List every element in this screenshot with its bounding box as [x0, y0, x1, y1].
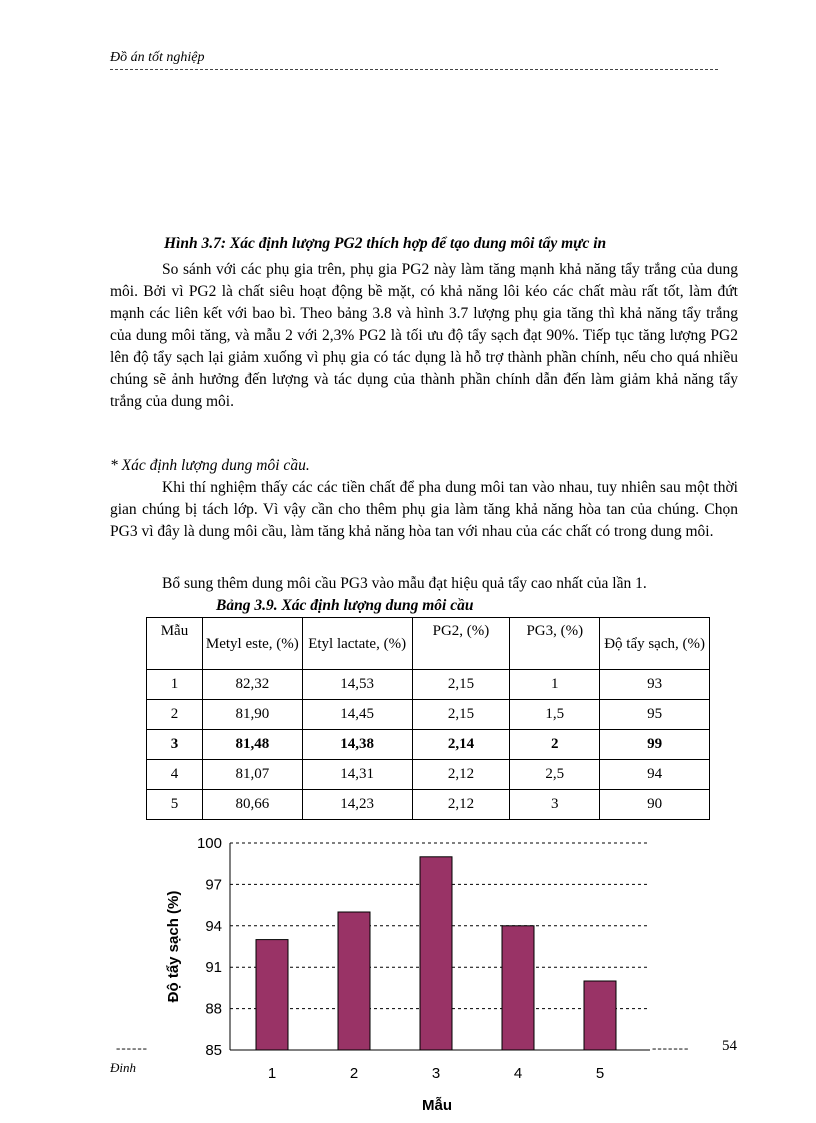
table-cell: 2,15	[412, 670, 510, 700]
table-row	[147, 790, 710, 820]
table-cell: 2,14	[412, 730, 510, 760]
x-tick-label: 2	[349, 1065, 359, 1082]
y-tick-label: 85	[205, 1042, 222, 1059]
table-cell: 81,07	[202, 760, 302, 790]
table-cell: 14,23	[302, 790, 412, 820]
table-cell: 80,66	[202, 790, 302, 820]
table-cell: 5	[147, 790, 203, 820]
header-divider	[110, 69, 718, 70]
table-header-cell: PG2, (%)	[412, 618, 510, 670]
table-caption: Bảng 3.9. Xác định lượng dung môi cầu	[216, 597, 474, 614]
table-header-cell: Mẫu	[147, 618, 203, 670]
bar	[584, 981, 616, 1050]
table-row	[147, 760, 710, 790]
table-cell: 2,12	[412, 790, 510, 820]
y-tick-label: 91	[205, 959, 222, 977]
chart-svg	[150, 828, 650, 1118]
y-tick-label: 97	[205, 876, 222, 894]
table-cell: 2	[510, 730, 600, 760]
table-row-highlight	[147, 730, 710, 760]
table-cell: 1	[510, 670, 600, 700]
table-cell: 14,31	[302, 760, 412, 790]
table-cell: 81,90	[202, 700, 302, 730]
y-tick-label: 100	[196, 835, 222, 852]
table-cell: 2,12	[412, 760, 510, 790]
table-header-cell: PG3, (%)	[510, 618, 600, 670]
table-cell: 95	[600, 700, 710, 730]
y-axis-label: Độ tẩy sạch (%)	[165, 890, 182, 1003]
y-tick-label: 88	[205, 1000, 222, 1018]
table-cell: 82,32	[202, 670, 302, 700]
footer-author: Đinh	[110, 1060, 136, 1075]
bar-chart	[150, 828, 650, 1118]
page-number: 54	[722, 1038, 737, 1054]
bar	[338, 912, 370, 1050]
bar	[256, 940, 288, 1050]
data-table	[146, 617, 710, 820]
x-tick-label: 3	[431, 1065, 441, 1082]
table-cell: 93	[600, 670, 710, 700]
table-header-row	[147, 618, 710, 670]
x-tick-label: 5	[595, 1065, 605, 1082]
figure-caption: Hình 3.7: Xác định lượng PG2 thích hợp để tạo dung môi tẩy mực in	[164, 235, 607, 252]
table-cell: 1,5	[510, 700, 600, 730]
bar	[502, 926, 534, 1050]
x-tick-label: 1	[267, 1065, 277, 1082]
table-cell: 1	[147, 670, 203, 700]
paragraph-1: So sánh với các phụ gia trên, phụ gia PG2 này làm tăng mạnh khả năng tẩy trắng của dung môi. Bởi vì PG2 là chất siêu hoạt động bề mặt, có khả năng lôi kéo các chất màu rất tốt, làm đứt mạnh các liên kết với bao bì. Theo bảng 3.8 và hình 3.7 lượng phụ gia tăng thì khả năng tẩy trắng của dung môi tăng, và mẫu 2 với 2,3% PG2 là tối ưu độ tẩy sạch đạt 90%. Tiếp tục tăng lượng PG2 lên độ tẩy sạch lại giảm xuống vì phụ gia có tác dụng là hỗ trợ thành phần chính, nếu cho quá nhiều chúng sẽ ảnh hưởng đến lượng và tác dụng của thành phần chính dẫn đến làm giảm khả năng tẩy trắng của dung môi.	[110, 261, 738, 410]
table-cell: 2,15	[412, 700, 510, 730]
table-cell: 90	[600, 790, 710, 820]
footer-dashes-left: ------	[116, 1040, 148, 1055]
table-cell: 4	[147, 760, 203, 790]
table-cell: 14,38	[302, 730, 412, 760]
table-cell: 14,53	[302, 670, 412, 700]
table-cell: 2,5	[510, 760, 600, 790]
table-cell: 3	[510, 790, 600, 820]
footer-dashes-right: -------	[652, 1040, 690, 1055]
y-tick-label: 94	[205, 917, 222, 935]
table-row	[147, 700, 710, 730]
bar	[420, 857, 452, 1050]
table-cell: 3	[147, 730, 203, 760]
table-cell: 81,48	[202, 730, 302, 760]
table-cell: 2	[147, 700, 203, 730]
table-header-cell: Etyl lactate, (%)	[302, 618, 412, 670]
table-header-cell: Độ tẩy sạch, (%)	[600, 618, 710, 670]
table-row	[147, 670, 710, 700]
paragraph-2: Khi thí nghiệm thấy các các tiền chất để pha dung môi tan vào nhau, tuy nhiên sau một thời gian chúng bị tách lớp. Vì vậy cần cho thêm phụ gia làm tăng khả năng hòa tan của chúng. Chọn PG3 vì đây là dung môi cầu, làm tăng khả năng hòa tan với nhau của các chất có trong dung môi.	[110, 479, 738, 540]
paragraph-3: Bổ sung thêm dung môi cầu PG3 vào mẫu đạt hiệu quả tẩy cao nhất của lần 1.	[162, 575, 647, 592]
subheading: * Xác định lượng dung môi cầu.	[110, 457, 310, 474]
header-title: Đồ án tốt nghiệp	[110, 50, 205, 65]
table-cell: 99	[600, 730, 710, 760]
table-cell: 14,45	[302, 700, 412, 730]
table-cell: 94	[600, 760, 710, 790]
x-tick-label: 4	[513, 1065, 523, 1082]
x-axis-label: Mẫu	[422, 1097, 452, 1114]
table-header-cell: Metyl este, (%)	[202, 618, 302, 670]
